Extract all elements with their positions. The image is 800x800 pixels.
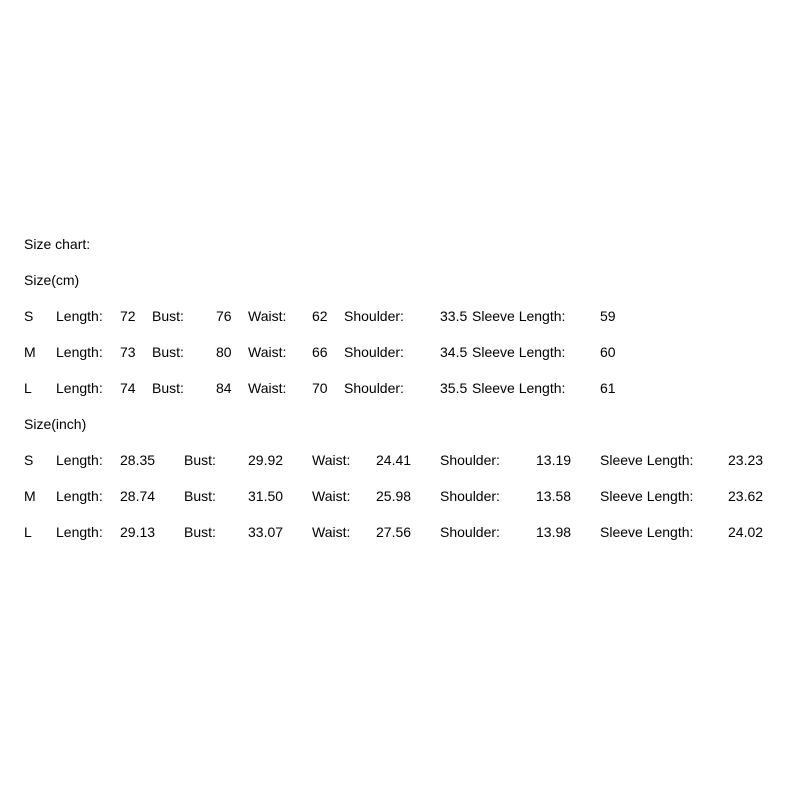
shoulder-label: Shoulder: [440,488,500,504]
shoulder-value: 13.98 [536,524,572,540]
sleeve-label: Sleeve Length: [472,344,566,360]
bust-label: Bust: [184,524,216,540]
sleeve-value: 60 [600,344,616,360]
shoulder-value: 34.5 [440,344,468,360]
sleeve-value: 23.23 [728,452,764,468]
length-value: 28.74 [120,488,156,504]
bust-value: 33.07 [248,524,284,540]
bust-label: Bust: [184,452,216,468]
shoulder-label: Shoulder: [440,524,500,540]
waist-label: Waist: [248,308,287,324]
waist-value: 27.56 [376,524,412,540]
sleeve-value: 23.62 [728,488,764,504]
size-label: L [24,524,32,540]
inch-row-l [0,524,800,540]
length-label: Length: [56,488,103,504]
shoulder-label: Shoulder: [344,308,404,324]
bust-label: Bust: [152,308,184,324]
sleeve-label: Sleeve Length: [600,452,694,468]
length-label: Length: [56,344,103,360]
size-cm-heading: Size(cm) [24,272,80,288]
shoulder-value: 33.5 [440,308,468,324]
length-label: Length: [56,308,103,324]
shoulder-value: 35.5 [440,380,468,396]
size-label: S [24,452,34,468]
waist-value: 70 [312,380,328,396]
bust-value: 29.92 [248,452,284,468]
shoulder-label: Shoulder: [344,380,404,396]
bust-value: 31.50 [248,488,284,504]
waist-label: Waist: [248,380,287,396]
size-label: L [24,380,32,396]
bust-label: Bust: [152,380,184,396]
shoulder-value: 13.58 [536,488,572,504]
waist-value: 24.41 [376,452,412,468]
waist-label: Waist: [312,524,351,540]
sleeve-label: Sleeve Length: [472,380,566,396]
bust-value: 76 [216,308,232,324]
waist-value: 25.98 [376,488,412,504]
bust-value: 80 [216,344,232,360]
sleeve-value: 61 [600,380,616,396]
shoulder-label: Shoulder: [344,344,404,360]
length-value: 28.35 [120,452,156,468]
cm-row-l [0,380,800,396]
sleeve-value: 59 [600,308,616,324]
waist-label: Waist: [248,344,287,360]
sleeve-label: Sleeve Length: [472,308,566,324]
shoulder-value: 13.19 [536,452,572,468]
waist-label: Waist: [312,488,351,504]
length-label: Length: [56,524,103,540]
length-value: 29.13 [120,524,156,540]
sleeve-value: 24.02 [728,524,764,540]
length-value: 74 [120,380,136,396]
bust-label: Bust: [152,344,184,360]
size-label: S [24,308,34,324]
cm-row-m [0,344,800,360]
shoulder-label: Shoulder: [440,452,500,468]
length-label: Length: [56,380,103,396]
bust-value: 84 [216,380,232,396]
size-label: M [24,488,36,504]
waist-label: Waist: [312,452,351,468]
size-label: M [24,344,36,360]
inch-row-s [0,452,800,468]
waist-value: 62 [312,308,328,324]
inch-row-m [0,488,800,504]
size-chart-title: Size chart: [24,236,91,252]
length-label: Length: [56,452,103,468]
cm-row-s [0,308,800,324]
length-value: 73 [120,344,136,360]
size-inch-heading: Size(inch) [24,416,87,432]
sleeve-label: Sleeve Length: [600,524,694,540]
sleeve-label: Sleeve Length: [600,488,694,504]
waist-value: 66 [312,344,328,360]
bust-label: Bust: [184,488,216,504]
length-value: 72 [120,308,136,324]
